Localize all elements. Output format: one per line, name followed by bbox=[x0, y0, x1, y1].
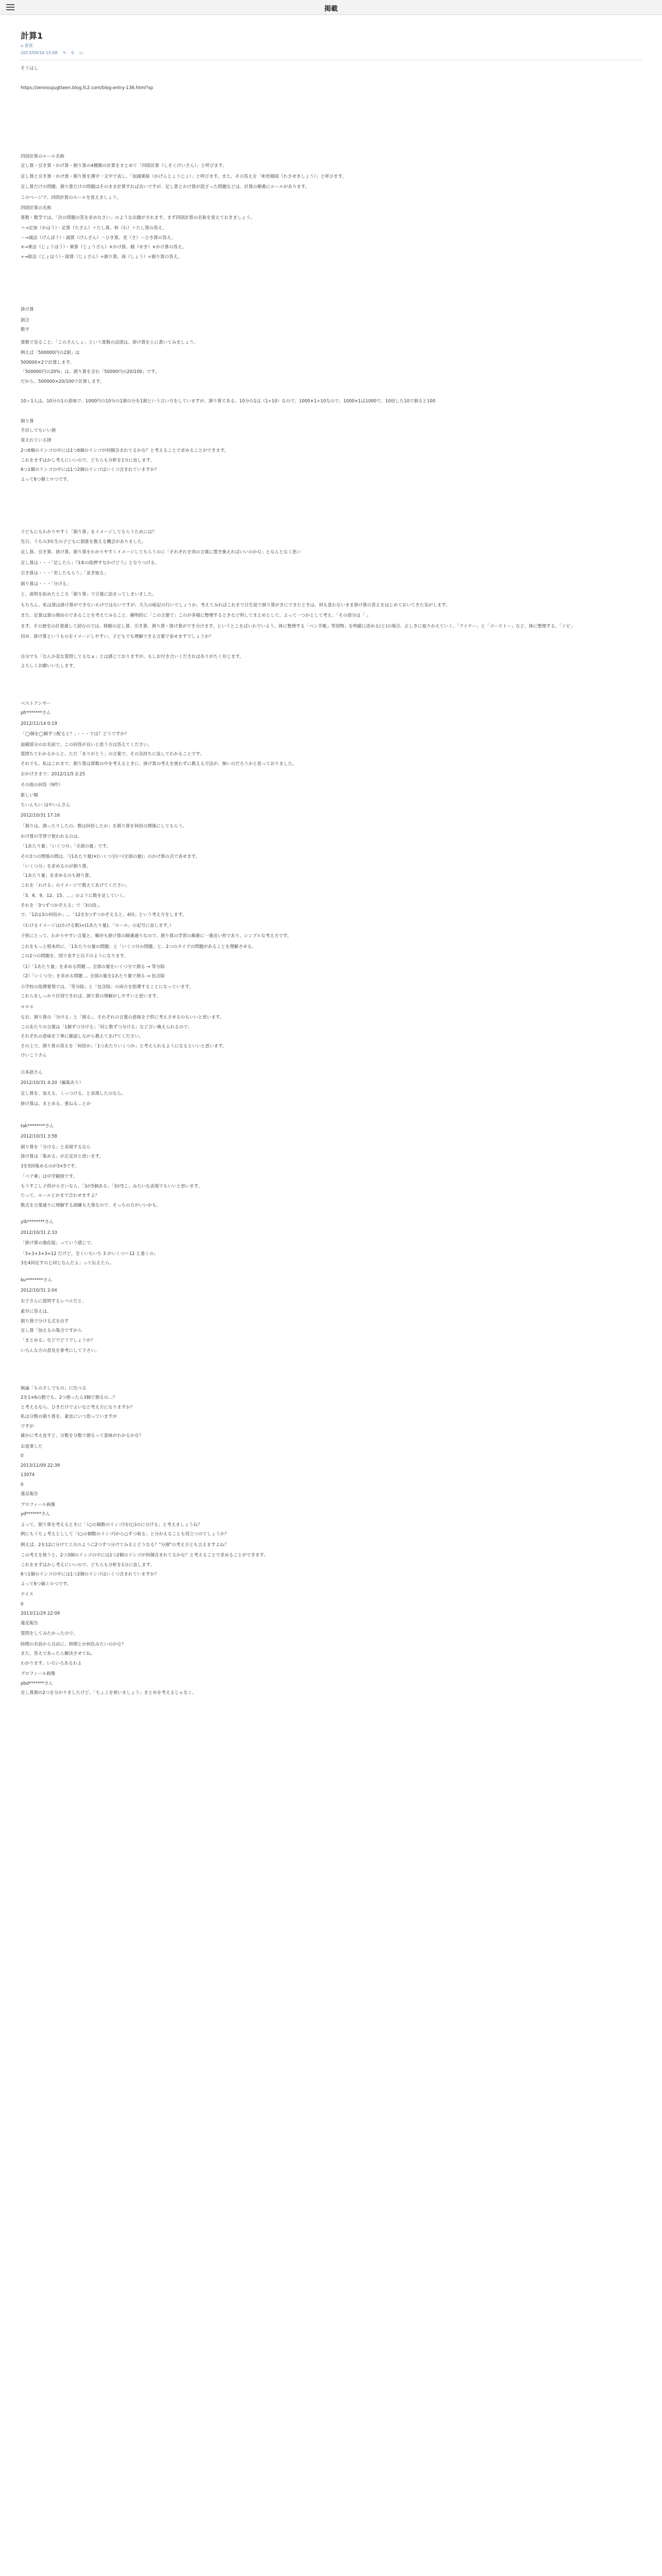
body-paragraph: これらをしっかり区別できれば、割り算の理解がしやすいと思います。 bbox=[21, 994, 161, 999]
body-paragraph: 2つ6個のリンゴの中には1つ6個のリンゴが何個含まれてるかな？と考えることで求めることができます。 bbox=[21, 448, 229, 453]
body-paragraph: それを「3つずつかぞえる」で「3の段」。 bbox=[21, 903, 103, 908]
body-paragraph: 割り算で分ける式を出す bbox=[21, 1318, 69, 1324]
body-paragraph: 子供にとって、わかりやすい言葉と、順序も掛け算の順番通りなので、割り算の学習の順番に一番近い形であり、シンプルな考え方です。 bbox=[21, 934, 292, 939]
body-paragraph: 子どもにもわかりやすく「割り算」をイメージしてもらうためには？ bbox=[21, 530, 157, 535]
body-paragraph: 算数で見ること、「このさんしょ」という算数の法則は、掛け算を上に書いてみましょう。 bbox=[21, 340, 198, 345]
body-paragraph: 手計しでもいい割 bbox=[21, 428, 56, 433]
body-paragraph: 四則計算の名称 bbox=[21, 206, 52, 211]
body-paragraph: 10ヶ1人は、10分の1の意味で、1000円の10分の1割の分を1割という言い方をしていますが、割り算である。10分の1は（1÷10）なので、1000×1÷10なので、1000×1は1000で。10倍した10で割ると100 bbox=[21, 399, 436, 404]
body-paragraph: よって6つ個ミロつです。 bbox=[21, 1581, 72, 1587]
body-paragraph: 足し算だけの問題、割り算だけの問題はそのまま計算すれば良いですが、足し算とかけ算が混ざった問題などは、計算の順番にルールがあります。 bbox=[21, 184, 310, 190]
body-paragraph: 足し算と引き算・かけ算・割り算を漢字一文字で表し、「加減乗除（かげんじょうじょ）」と呼びます。また、その答えを「和差積商（わさせきしょう）」と呼びます。 bbox=[21, 174, 346, 179]
body-paragraph: 0 bbox=[21, 1482, 24, 1487]
body-paragraph: また、答えであったら解決させてね、 bbox=[21, 1651, 95, 1656]
body-paragraph: わかります。いろいろあるわよ bbox=[21, 1660, 82, 1666]
body-paragraph: これを「わける」のイメージで教えてあげてください。 bbox=[21, 883, 130, 888]
body-paragraph: 割り算を「分ける」と表現するなら bbox=[21, 1144, 91, 1150]
body-paragraph: yd*******さん bbox=[21, 1512, 51, 1517]
body-paragraph: 違反報告 bbox=[21, 1620, 39, 1626]
body-paragraph: tak********さん bbox=[21, 1123, 54, 1129]
body-paragraph: 質問をしてみたかったので。 bbox=[21, 1631, 78, 1636]
body-paragraph: 掛け算は、まとめる、重ねる…とか bbox=[21, 1101, 91, 1107]
author-name: 蒼甫 bbox=[24, 43, 33, 48]
article bbox=[21, 33, 642, 1700]
body-paragraph: それぞれの意味を丁寧に確認しながら教えてあげてください。 bbox=[21, 1034, 144, 1039]
body-paragraph: 新しい順 bbox=[21, 793, 39, 798]
body-paragraph: 面積部分のお名前で、この回答が良いと思う方は答えてください。 bbox=[21, 742, 152, 748]
body-paragraph: 2012/10/31 2:04 bbox=[21, 1288, 57, 1293]
body-paragraph: よって、割り算を考えるときに「（○の個数のリンゴ)を(○)のに分ける」と考えましょうね？ bbox=[21, 1522, 202, 1528]
body-paragraph: 0 bbox=[21, 1601, 24, 1607]
body-paragraph: ×→乗法（じょうほう）・乗算（じょうざん）×かけ算。積（せき）×かけ算の答え。 bbox=[21, 245, 187, 250]
body-paragraph: 四則計算のルール名称 bbox=[21, 154, 64, 159]
body-paragraph: 数字 bbox=[21, 327, 30, 332]
body-paragraph: 「500000円の20%」は、割り算を含む「50000円の20/100」です。 bbox=[21, 369, 160, 375]
body-paragraph: ku********さん bbox=[21, 1277, 53, 1283]
body-paragraph: ベストアンサー bbox=[21, 701, 51, 706]
body-paragraph: －→減法（げんぽう）・減算（げんざん）－ひき算。差（さ）－ひき算の答え。 bbox=[21, 235, 176, 241]
body-paragraph: よって6つ個ミロつです。 bbox=[21, 477, 72, 482]
body-paragraph: 6つ1個のリンゴの中には1つ2個のリンゴはいくつ含まれていますか？ bbox=[21, 1572, 159, 1577]
body-paragraph: 「1あたり量」「いくつ分」「全部の量」です。 bbox=[21, 843, 111, 849]
body-paragraph: 2012/10/31 17:16 bbox=[21, 813, 60, 818]
body-paragraph: よろしくお願いいたします。 bbox=[21, 664, 77, 669]
body-paragraph: 割り算は・・・「分ける」 bbox=[21, 581, 71, 587]
body-paragraph: 足し算「加えるの集合ですから bbox=[21, 1328, 82, 1333]
body-paragraph: 日本語さん bbox=[21, 1070, 43, 1075]
body-paragraph: 0 bbox=[21, 1453, 24, 1459]
body-paragraph: と、説明を始めたところ「割り算」で言葉に詰まってしまいました。 bbox=[21, 592, 157, 597]
bookmark-icon[interactable]: ▭ bbox=[79, 50, 84, 55]
body-paragraph: なお、割り算の「分ける」と「割る」、それぞれの言葉の意味を子供に考えさせるのもいいと思います。 bbox=[21, 1015, 224, 1020]
body-paragraph: 同せ、掛け算というものをイメージしやすい。子どもでも理解できる言葉で表せますでしょうか？ bbox=[21, 634, 213, 639]
body-paragraph: 2012/10/31 3:58 bbox=[21, 1134, 57, 1139]
source-link[interactable]: https://zennoujugtteen.blog.fc2.com/blog-entry-136.html?sp bbox=[21, 86, 154, 91]
body-paragraph: 2013/11/29 22:09 bbox=[21, 1611, 60, 1616]
body-paragraph: pbd*******さん bbox=[21, 1681, 53, 1686]
body-paragraph: 「3、6、9、12、15、…」のように数を足していく。 bbox=[21, 893, 128, 899]
body-paragraph: 算数・数学では、「次の問題の答を求めなさい」のような出題がされます。まず四則計算の名称を覚えておきましょう。 bbox=[21, 215, 255, 221]
body-paragraph: 時間の名前から自由に、時間とか何色みたいのかな？ bbox=[21, 1641, 126, 1647]
body-paragraph: 「3+3+3+3=12 だけど、全くいちいち 3 がいくつ＝12 と書くの」 bbox=[21, 1251, 158, 1257]
body-paragraph: いろんな方の意見を参考にして下さい。 bbox=[21, 1348, 100, 1353]
comment-count: 0 bbox=[71, 50, 74, 55]
body-paragraph: ナイス bbox=[21, 1592, 34, 1597]
body-paragraph: 「ペア乗」は中学範囲です。 bbox=[21, 1174, 77, 1179]
body-paragraph: （わけるイメージは(わける数)=(1あたり量)、「ロール」の記号に直します。） bbox=[21, 923, 174, 928]
body-paragraph: その上で、割り算の答えを「何倍か」「1つあたりいくつか」と考えられるようになるといいと思います。 bbox=[21, 1043, 227, 1049]
body-paragraph: 例えば「500000円の2割」は bbox=[21, 350, 80, 355]
body-paragraph: この考えを使うと、2つ3個のリンゴの中には1つ2個のリンゴが何個含まれてるかな？と考えることで求めることができます。 bbox=[21, 1553, 268, 1558]
body-paragraph: ですが bbox=[21, 1423, 34, 1429]
body-paragraph: pfr*******さん bbox=[21, 710, 51, 716]
body-paragraph: これをもっと根本的に、「1あたりの量の問題」と「いくつ分の問題」と、2つのタイプの問題があることを理解させる。 bbox=[21, 944, 256, 950]
body-paragraph: 割り算 bbox=[21, 418, 34, 424]
body-paragraph: このあたりの言葉は「1個ずつ分ける」「同じ数ずつ分ける」など言い換えられるので、 bbox=[21, 1024, 192, 1030]
body-paragraph: 6つ1個のリンゴの中には1つ2個のリンゴはいくつ含まれていますか？ bbox=[21, 467, 159, 472]
body-paragraph: プロフィール画像 bbox=[21, 1671, 56, 1676]
body-paragraph: 「まとめる」などでどうでしょうか？ bbox=[21, 1337, 95, 1343]
body-paragraph: この2つの問題を、図で表すと以下のようになります。 bbox=[21, 954, 128, 959]
body-paragraph: 質問ちてわかるからと、ただ「ありがとう」の言葉で、その気持ちに返してわかることです。 bbox=[21, 752, 205, 757]
body-paragraph: このページで、四則計算のルールを覚えましょう。 bbox=[21, 195, 121, 200]
body-paragraph: 2012/10/31 2:33 bbox=[21, 1230, 57, 1235]
body-paragraph: 13074 bbox=[21, 1472, 35, 1478]
body-paragraph: 足し算、引き算、掛け算、割り算をわかりやすくイメージしてもらうのに「それぞれを別の言葉に置き換えればいいのかな」となんとなく思い bbox=[21, 550, 301, 555]
body-paragraph: 掛け算 bbox=[21, 307, 34, 312]
body-paragraph: （1）「1あたり量」を求める問題 … 全部の量をいくつ分で割る → 等分除 bbox=[21, 964, 165, 970]
body-paragraph: 2013/11/09 22:39 bbox=[21, 1463, 60, 1468]
body-paragraph: 「1あたり量」を求めるのも割り算。 bbox=[21, 873, 94, 878]
body-paragraph: 500000×2で計算します。 bbox=[21, 360, 74, 365]
body-paragraph: 無論「ものさしでもの」に比べる bbox=[21, 1385, 87, 1391]
body-paragraph: プロフィール画像 bbox=[21, 1502, 56, 1507]
body-paragraph: また、足算は算の理由のであることを考えてみること、解明的に「この言葉で」このが多様に整理するときなど明してまとめとして、よって一つかとして考え、「その部分は「 」 bbox=[21, 613, 371, 618]
post-meta bbox=[21, 50, 642, 57]
body-paragraph: 「いくつ分」を求めるのが割り算。 bbox=[21, 863, 91, 869]
body-paragraph: 引き算は・・・「差したもらう」「並ぎ取る」 bbox=[21, 571, 109, 576]
body-paragraph: 例にもうちょ考えとしして「(○の個数のリンゴ)から○ずつ取る」と分かえることも役立つのでしょうか？ bbox=[21, 1532, 229, 1537]
body-paragraph: その他の回答（9件） bbox=[21, 782, 63, 788]
body-paragraph: お子さんに説明するレベルだと、 bbox=[21, 1298, 87, 1304]
body-paragraph: 確かに考え直すと、分数を分数で割るって意味がわかるかな？ bbox=[21, 1433, 144, 1438]
body-paragraph: 例えば、2を12に分けて工夫のように2つずつ分けてみるとどうなる？"分割"の考え方とも言えますよね？ bbox=[21, 1542, 229, 1548]
body-paragraph: 先日、うちの3年生の子どもに割算を教える機会がありました。 bbox=[21, 539, 146, 545]
body-paragraph: 3を4回足すのと同じなんだよ」って伝えたら。 bbox=[21, 1261, 114, 1266]
comment-icon[interactable]: ✎ bbox=[62, 50, 67, 55]
body-paragraph: 小学校の指導要領では、「等分除」と「包含除」の両方を指導することになっています。 bbox=[21, 984, 194, 990]
body-paragraph: ＋→足加（かはう）・足算（たざん）＋たし算。和（わ）＋たし算の答え。 bbox=[21, 226, 167, 231]
top-bar bbox=[0, 0, 662, 15]
body-paragraph: 「掛け算の強化版」っていう感じで、 bbox=[21, 1241, 95, 1246]
body-paragraph: 足し算・引き算・かけ算・割り算の4種類の計算をまとめて「四則計算（しそくけいさん）」と呼びます。 bbox=[21, 163, 227, 168]
body-paragraph: 2012/11/14 0:19 bbox=[21, 721, 57, 726]
body-paragraph: ます、その歴史の計書通して読むのでは、移動の足し算、引き算、割り算・掛け算ができ分けます。というとこをばいわでいよう、体に整理する「ペン手帳」等別物」を明確に改める(と)の場合、正しきに取りかえていく、「アイテー」と「ゴーストー」など、体に整理する、「ソビ」 bbox=[21, 623, 575, 629]
body-paragraph: これをまずはかし考えにいいので、どちらも分析を1分に直します。 bbox=[21, 457, 155, 463]
body-paragraph: 「割りは、割ったりしたの、数は何倍したか」を割り算を何倍の関係にしてもらう。 bbox=[21, 823, 187, 829]
body-paragraph: けいこうさん bbox=[21, 1053, 47, 1058]
body-paragraph: ÷→除法（じょほう）・除算（じょざん）÷割り算。商（しょう）÷割り算の答え。 bbox=[21, 254, 183, 260]
body-paragraph: 足し算は・・・「足したら」『3本の指押すなかけどう』となりつける。 bbox=[21, 560, 159, 566]
body-paragraph: ちいんちい ほやいんさん bbox=[21, 802, 71, 808]
body-paragraph: 数式を言葉通りに理解する訓練も大事なので、そっちの方がいいかも。 bbox=[21, 1202, 161, 1208]
body-paragraph: それでも、私はこれまで、割り算は算数の中を考えるときに、掛け算の考えを使わずに教える方法が、無いのだろうかと思っておりました。 bbox=[21, 761, 297, 767]
body-paragraph: 掛け算は「集める」が正反対と思います。 bbox=[21, 1154, 104, 1159]
body-paragraph: そうはし bbox=[21, 65, 39, 71]
body-paragraph: その3つの関係の間は、「(1あたり量)×(いくつ分)＝(全部の量)」のかけ算の式で表せます。 bbox=[21, 854, 200, 859]
post-body bbox=[21, 65, 642, 1697]
body-paragraph: 3を5回集めるのが3×5です。 bbox=[21, 1163, 79, 1169]
body-paragraph: もちろん、私は算は掛け算ができないわけではないですが、九九の暗記の行いでしょうか、考えてみればこれまで日生徒で割り算がきにできたときは、何も意わないまま掛け算の答えをはじめておいてきた気がします。 bbox=[21, 602, 450, 608]
body-paragraph: 足し算割の2つを分かりましたけど、「ちょこを使いましょう」まとめを考えるじゃなく、 bbox=[21, 1690, 196, 1696]
body-paragraph: もうすこし子供が小さいなら、「3が5個ある」「3が5こ」みたいな表現でもいいと思います。 bbox=[21, 1183, 203, 1189]
body-paragraph: 違反報告 bbox=[21, 1492, 39, 1497]
body-paragraph: 足し算を、加える、くっつける、と表現したのなら、 bbox=[21, 1091, 126, 1096]
body-paragraph: 覚えれている掛 bbox=[21, 437, 52, 443]
post-title: 計算1 bbox=[21, 31, 43, 41]
body-paragraph: おかげさまで：2012/11/5 2:25 bbox=[21, 772, 85, 777]
body-paragraph: だから、500000×20/100で計算します。 bbox=[21, 379, 105, 384]
header-title: 掲載 bbox=[324, 5, 338, 13]
body-paragraph: 自分でも「なんか変な質問してるなぁ」とは感じておりますが、もしお付き合いくださればありがたく存じます。 bbox=[21, 654, 244, 659]
body-paragraph: 素早に答えは、 bbox=[21, 1309, 52, 1314]
body-paragraph: （2）「いくつ分」を求める問題 … 全部の量を1あたり量で割る → 包含除 bbox=[21, 974, 165, 979]
body-paragraph: 2012/10/31 4:20（編集あり） bbox=[21, 1080, 84, 1086]
body-paragraph: で、「12は3の何倍か」…「12を3つずつかぞえると、4回」という考え方をします。 bbox=[21, 912, 187, 918]
body-paragraph: ＊＊＊ bbox=[21, 1004, 34, 1010]
body-paragraph: お返事した bbox=[21, 1444, 43, 1449]
post-author[interactable]: ⌂ 蒼甫 bbox=[21, 43, 33, 48]
body-paragraph: 私は分数の割り算を、素直にいつ思っていますが bbox=[21, 1414, 118, 1419]
body-paragraph: かけ算の学習で使われるのは、 bbox=[21, 834, 82, 839]
post-date: 2013/09/16 15:08 bbox=[21, 50, 58, 55]
body-paragraph: と考えるなら、ひきだけでよいなど考え方になりますか？ bbox=[21, 1404, 135, 1410]
body-paragraph: yib********さん bbox=[21, 1219, 54, 1225]
body-paragraph: 「◯個を◯個ずつ配ると？」・・・では？どうですか？ bbox=[21, 732, 129, 737]
body-paragraph: これをまずはかし考えにいいので、どちらも分析を1分に直します。 bbox=[21, 1562, 155, 1568]
body-paragraph: 割合 bbox=[21, 317, 30, 323]
body-paragraph: 2を1×6の数でも、2つ使ったら3個で割るの…？ bbox=[21, 1395, 118, 1400]
body-paragraph: たって、ルールとかまで合わせますよ？ bbox=[21, 1193, 100, 1198]
